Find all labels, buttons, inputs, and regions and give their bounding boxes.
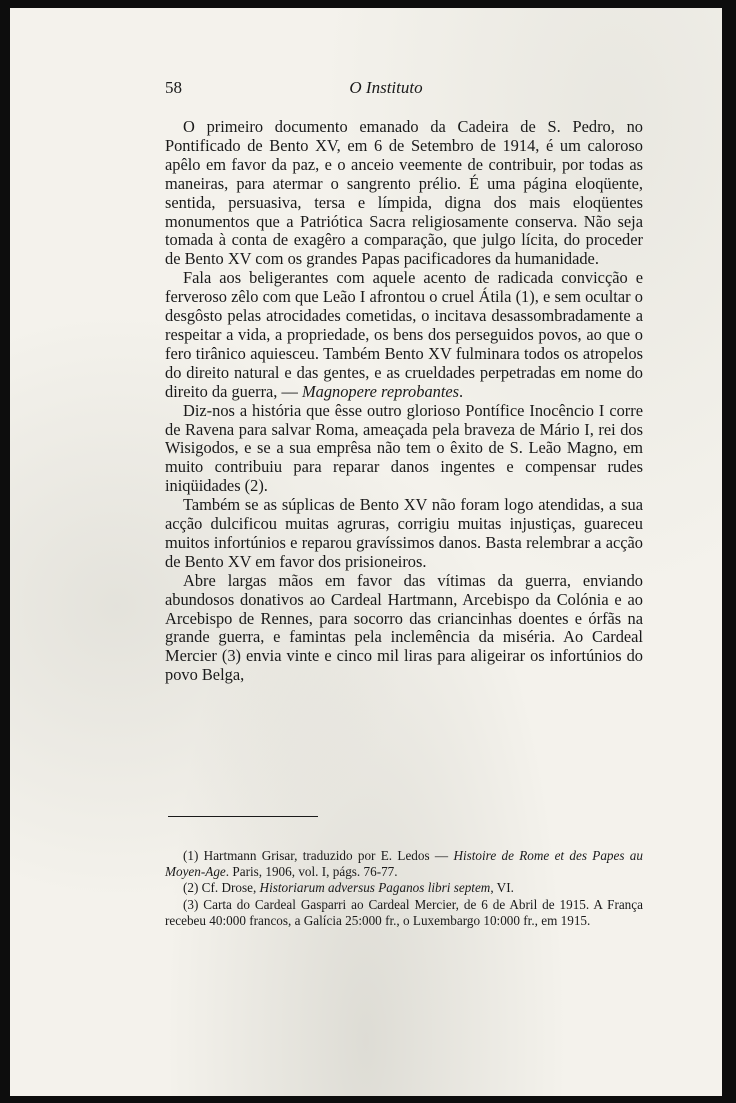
paragraph-4: Também se as súplicas de Bento XV não foram logo atendidas, a sua acção dulcificou muitas agruras, corrigiu muitas injustiças, guareceu muitos infortúnios e reparou gravíssimos danos. Basta relembrar a acção de Bento XV em favor dos prisioneiros. <box>165 495 643 571</box>
footnote-3-text: (3) Carta do Cardeal Gasparri ao Cardeal Mercier, de 6 de Abril de 1915. A França recebeu 40:000 francos, a Galícia 25:000 fr., o Luxembargo 10:000 fr., em 1915. <box>165 896 643 928</box>
footnote-rule <box>168 816 318 817</box>
footnote-1-text: (1) Hartmann Grisar, traduzido por E. Ledos — <box>183 848 454 863</box>
paragraph-2-text: Fala aos beligerantes com aquele acento de radicada convicção e ferveroso zêlo com que Leão I afrontou o cruel Átila (1), e sem ocultar o desgôsto pelas atrocidades cometidas, o incitava desassombradamente a respeitar a vida, a propriedade, os bens dos perseguidos povos, ao que o fero tirânico aquiesceu. Também Bento XV fulminara todos os atropelos do direito natural e das gentes, e as crueldades perpetradas em nome do direito da guerra, — <box>165 268 643 401</box>
footnote-2-ref: , VI. <box>490 880 514 896</box>
footnotes <box>165 848 643 929</box>
page-number: 58 <box>165 78 182 97</box>
paragraph-2 <box>165 269 643 401</box>
footnote-2-text: (2) Cf. Drose, <box>183 880 260 896</box>
footnote-2 <box>165 880 643 896</box>
footnote-1-ref: . Paris, 1906, vol. I, págs. 76-77. <box>225 864 398 880</box>
paragraph-3: Diz-nos a história que êsse outro glorioso Pontífice Inocêncio I corre de Ravena para salvar Roma, ameaçada pela braveza de Mário I, rei dos Wisigodos, e se a sua emprêsa não tem o êxito de S. Leão Magno, em muito contribuiu para reparar danos ingentes e compensar rudes iniqüidades (2). <box>165 400 643 496</box>
footnote-1-title: Histoire de Rome et des Papes au Moyen-Age <box>165 848 643 880</box>
footnote-3 <box>165 897 643 929</box>
body-text <box>165 118 643 685</box>
paragraph-2-end: . <box>459 381 464 401</box>
paragraph-1: O primeiro documento emanado da Cadeira de S. Pedro, no Pontificado de Bento XV, em 6 de Setembro de 1914, é um caloroso apêlo em favor da paz, e o anceio veemente de contribuir, por todas as maneiras, para atermar o sangrento prélio. É uma página eloqüente, sentida, persuasiva, tersa e límpida, digna dos mais eloqüentes monumentos que a Patriótica Sacra religiosamente conserva. Não seja tomada à conta de exagêro a comparação, que julgo lícita, do proceder de Bento XV com os grandes Papas pacificadores da humanidade. <box>165 117 643 269</box>
paragraph-2-latin-phrase: Magnopere reprobantes <box>302 381 460 401</box>
footnote-1 <box>165 848 643 880</box>
running-title: O Instituto <box>349 78 423 97</box>
page-header <box>10 78 722 102</box>
paragraph-5: Abre largas mãos em favor das vítimas da guerra, enviando abundosos donativos ao Cardeal Hartmann, Arcebispo da Colónia e ao Arcebispo de Rennes, para socorro das criancinhas doentes e órfãs na grande guerra, e famintas pela inclemência da miséria. Ao Cardeal Mercier (3) envia vinte e cinco mil liras para aligeirar os infortúnios do povo Belga, <box>165 570 643 685</box>
footnote-2-title: Historiarum adversus Paganos libri septem <box>259 880 491 896</box>
book-page <box>10 8 722 1096</box>
